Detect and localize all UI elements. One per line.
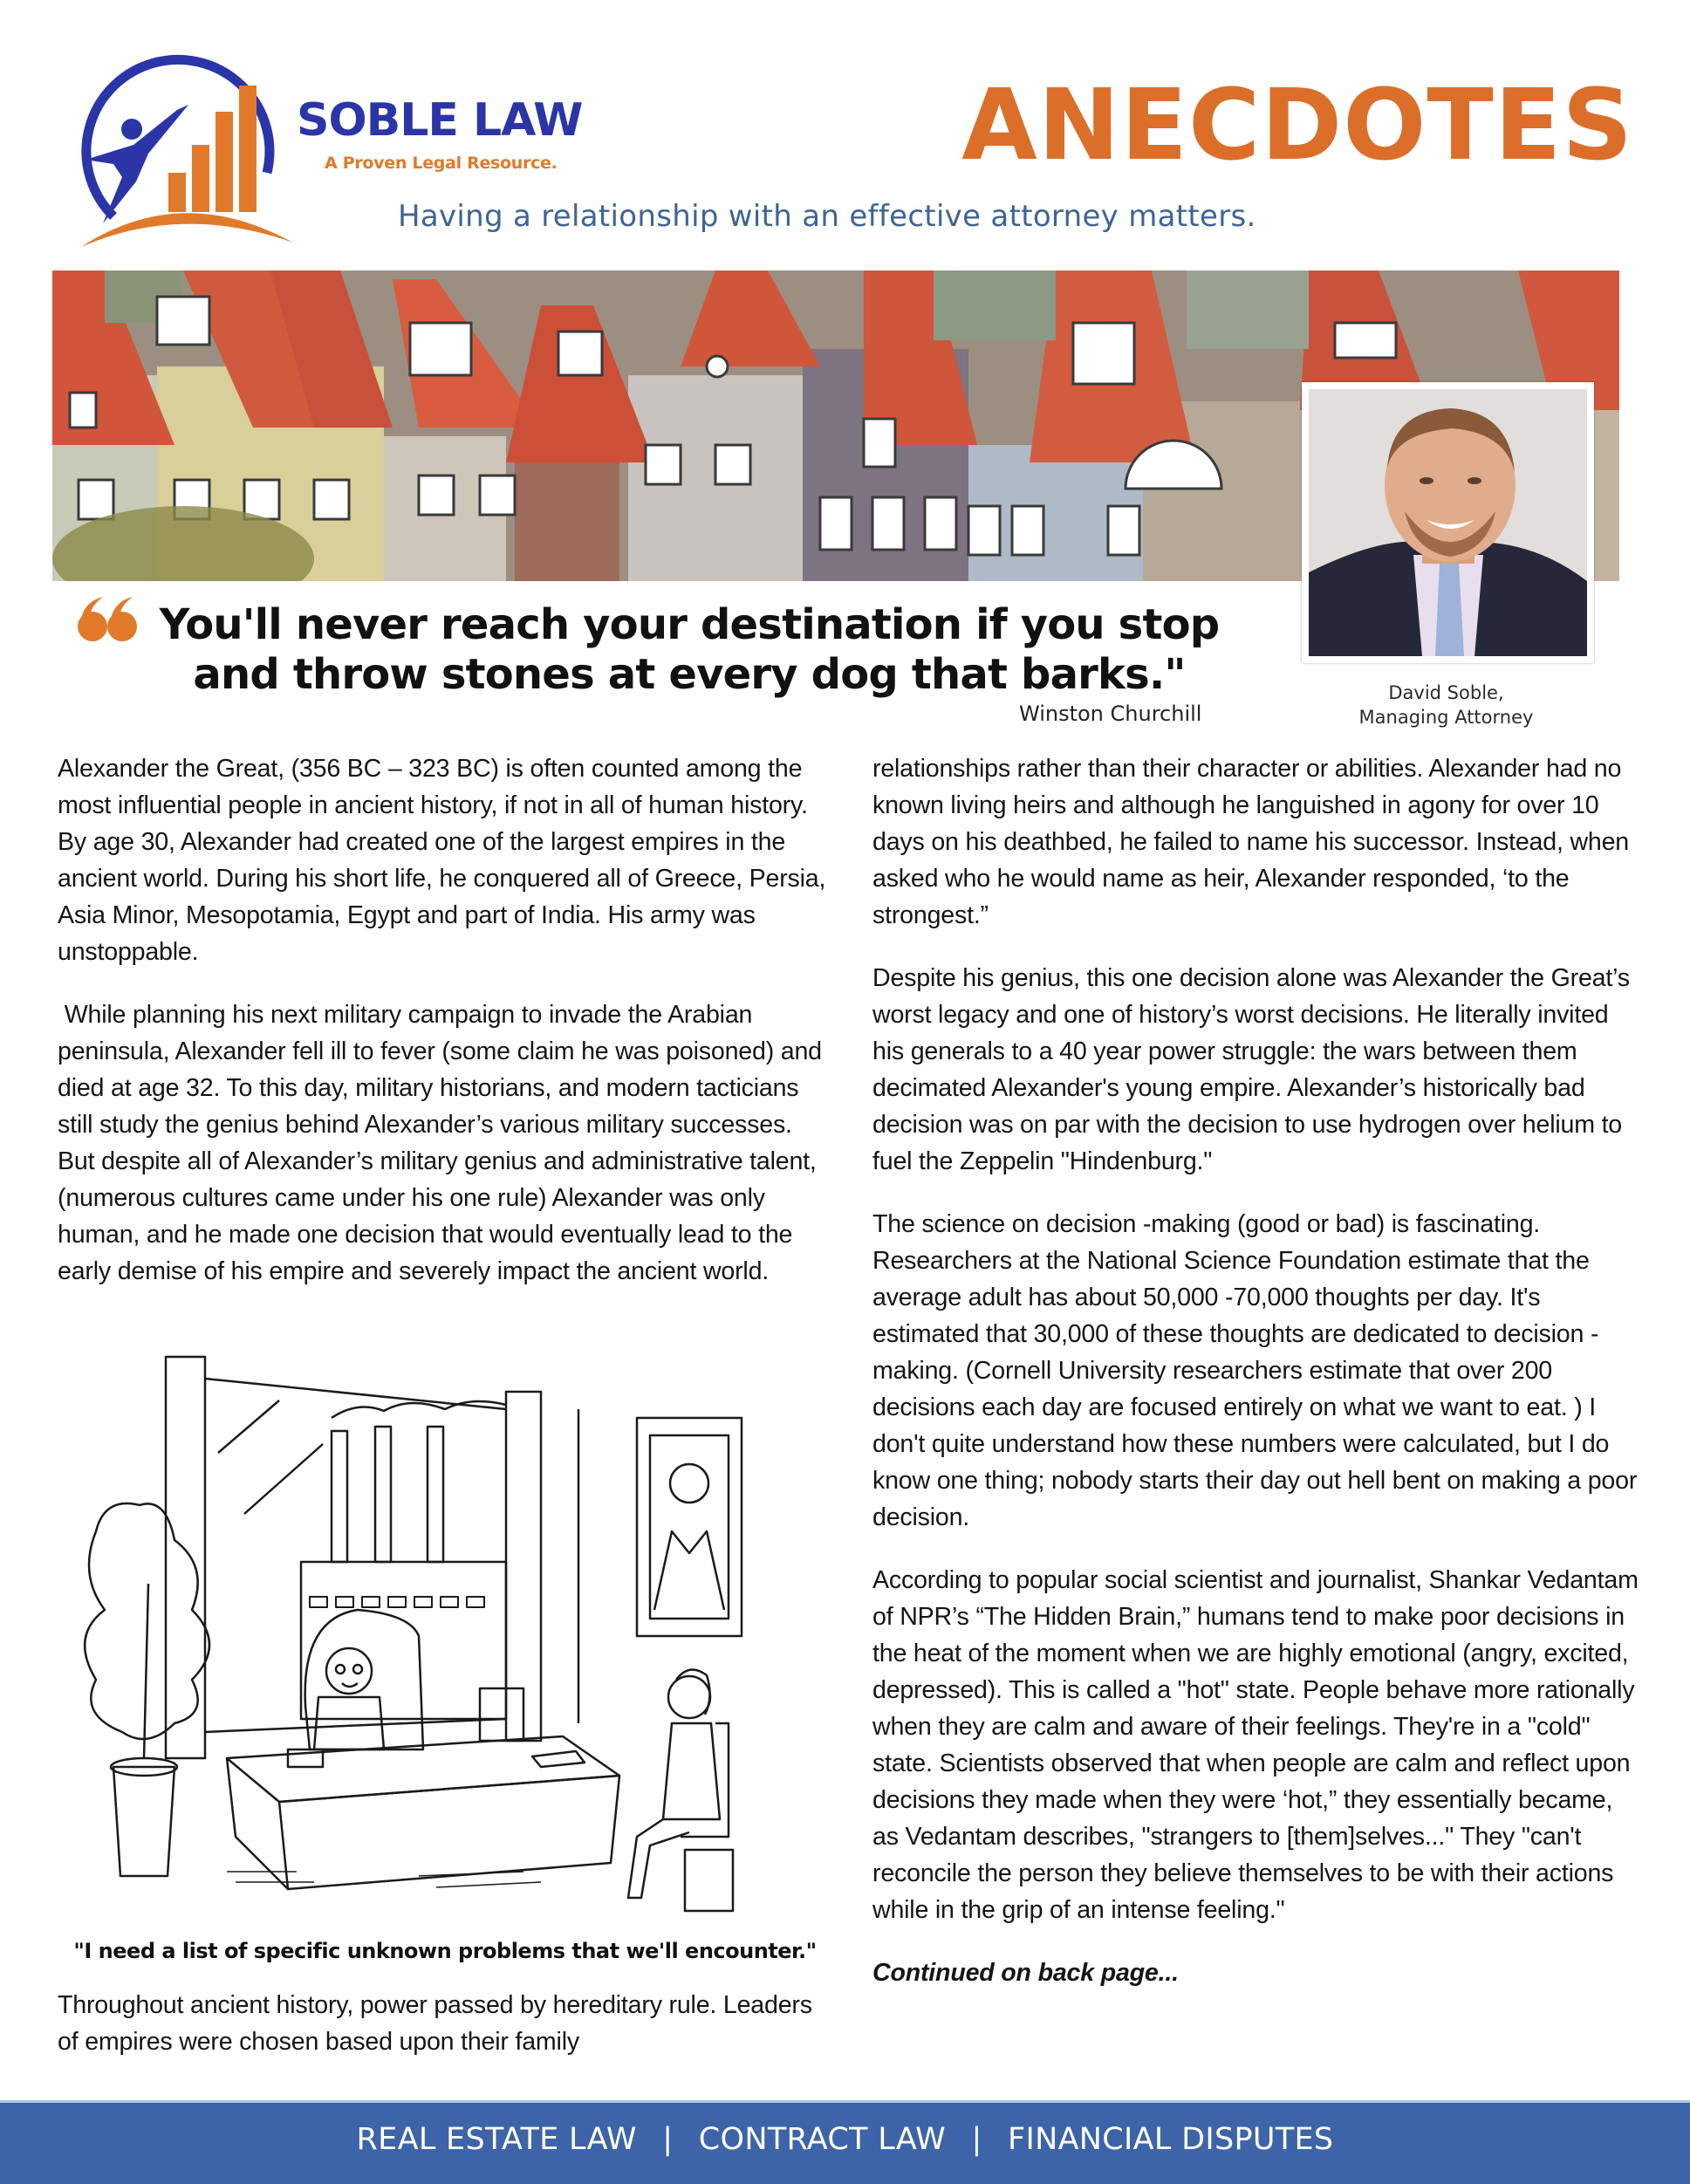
article-left-column-continued [58, 1987, 834, 2086]
quote-author: Winston Churchill [1019, 702, 1202, 726]
article-right-column [872, 750, 1640, 2017]
attorney-portrait-photo [1309, 389, 1587, 656]
continued-on-back-page: Continued on back page... [872, 1959, 1179, 1987]
soble-law-logo [68, 42, 304, 251]
attorney-role: Managing Attorney [1358, 707, 1534, 728]
article-paragraph: relationships rather than their character or abilities. Alexander had no known living heirs and although he languished in agony for over 10 days on his deathbed, he failed to name his successor. Instead, when asked who he would name as heir, Alexander responded, ‘to the strongest.” [872, 755, 1630, 929]
brand-name: SOBLE LAW [297, 94, 583, 147]
masthead-subtitle: Having a relationship with an effective attorney matters. [398, 199, 1256, 234]
quote-mark-icon [77, 595, 140, 644]
article-paragraph: According to popular social scientist and journalist, Shankar Vedantam of NPR’s “The Hidden Brain,” humans tend to make poor decisions in the heat of the moment when we are highly emotional (angry, excited, depressed). This is called a "hot" state. People behave more rationally when they are calm and aware of their feelings. They're in a "cold" state. Scientists observed that when people are calm and reflect upon decisions they made when they were ‘hot,” they essentially became, as Vedantam describes, "strangers to [them]selves..." They "can't reconcile the person they believe themselves to be with their actions while in the grip of an intense feeling." [872, 1566, 1639, 1924]
footer-practice-areas-bar [0, 2100, 1690, 2184]
footer-separator: | [662, 2122, 674, 2157]
practice-area-real-estate: REAL ESTATE LAW [356, 2122, 637, 2157]
office-cartoon-illustration [70, 1348, 750, 1915]
brand-tagline: A Proven Legal Resource. [325, 154, 558, 173]
article-paragraph: Alexander the Great, (356 BC – 323 BC) is often counted among the most influential people in ancient history, if not in all of human history. By age 30, Alexander had created one of the largest empires in the ancient world. During his short life, he conquered all of Greece, Persia, Asia Minor, Mesopotamia, Egypt and part of India. His army was unstoppable. [58, 755, 826, 966]
practice-area-contract: CONTRACT LAW [698, 2122, 947, 2157]
attorney-headshot-image [1309, 389, 1587, 656]
pull-quote-line-1: You'll never reach your destination if you stop [159, 600, 1220, 649]
left-column-drawing [166, 1357, 205, 1758]
article-left-column [58, 750, 834, 1316]
article-paragraph: Throughout ancient history, power passed by hereditary rule. Leaders of empires were chosen based upon their family [58, 1991, 812, 2056]
practice-areas-list [0, 2122, 1690, 2157]
practice-area-financial-disputes: FINANCIAL DISPUTES [1008, 2122, 1334, 2157]
footer-separator: | [971, 2122, 982, 2157]
attorney-caption [1291, 681, 1601, 729]
article-paragraph: While planning his next military campaign to invade the Arabian peninsula, Alexander fell ill to fever (some claim he was poisoned) and died at age 32. To this day, military historians, and modern tacticians still study the genius behind Alexander’s various military successes. But despite all of Alexander’s military genius and administrative talent, (numerous cultures came under his one rule) Alexander was only human, and he made one decision that would eventually lead to the early demise of his empire and severely impact the ancient world. [58, 1001, 829, 1285]
attorney-name: David Soble, [1388, 682, 1504, 703]
pull-quote-line-2: and throw stones at every dog that barks." [193, 650, 1186, 699]
article-paragraph: The science on decision -making (good or bad) is fascinating. Researchers at the National Science Foundation estimate that the average adult has about 50,000 -70,000 thoughts per day. It's estimated that 30,000 of these thoughts are dedicated to decision -making. (Cornell University researchers estimate that over 200 decisions each day are focused entirely on what we want to eat. ) I don't quite understand how these numbers were calculated, but I do know one thing; nobody starts their day out hell bent on making a poor decision. [872, 1210, 1638, 1531]
cartoon-caption: "I need a list of specific unknown problems that we'll encounter." [73, 1939, 817, 1963]
masthead-title: ANECDOTES [961, 69, 1633, 182]
pull-quote [153, 600, 1226, 700]
article-paragraph: Despite his genius, this one decision alone was Alexander the Great’s worst legacy and one of history’s worst decisions. He literally invited his generals to a 40 year power struggle: the wars between them decimated Alexander's young empire. Alexander’s historically bad decision was on par with the decision to use hydrogen over helium to fuel the Zeppelin "Hindenburg." [872, 964, 1630, 1175]
attorney-portrait-frame [1302, 382, 1594, 663]
logo-emblem-icon [68, 42, 304, 251]
